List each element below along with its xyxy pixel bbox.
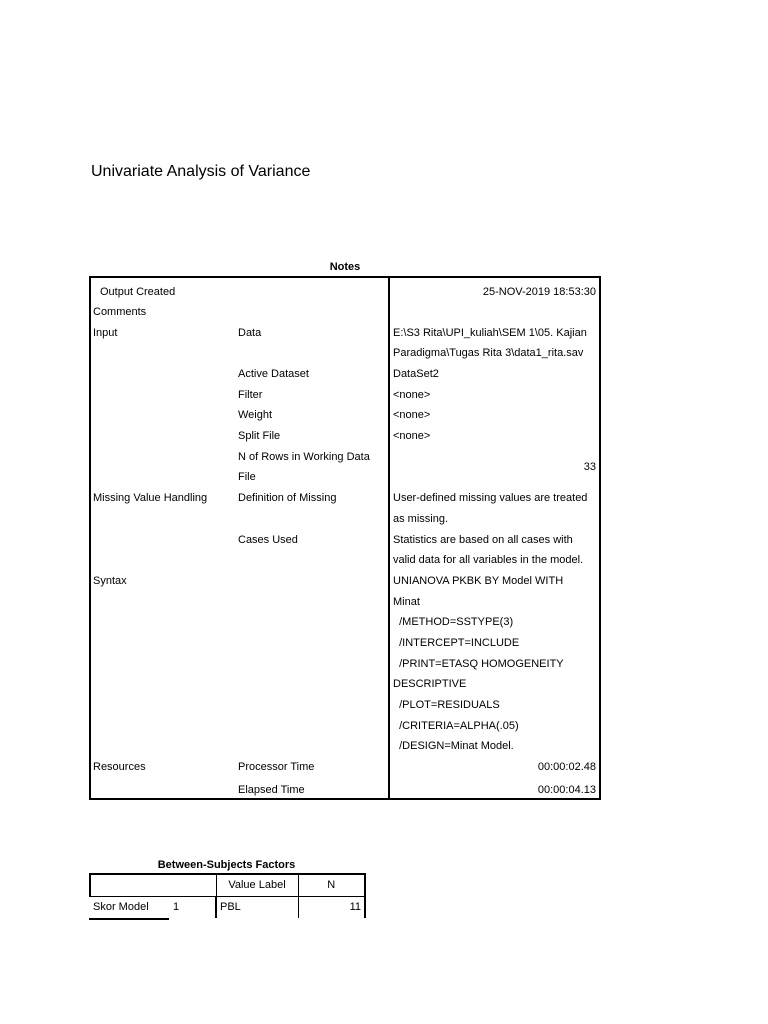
syntax-line: /PLOT=RESIDUALS: [393, 699, 500, 711]
elapsed-time-label: Elapsed Time: [238, 784, 305, 796]
notes-caption: Notes: [329, 261, 361, 273]
weight-value: <none>: [393, 409, 431, 421]
notes-column-divider: [388, 276, 390, 800]
between-subjects-table: [89, 873, 366, 918]
page-title: Univariate Analysis of Variance: [91, 163, 311, 180]
cases-used-label: Cases Used: [238, 534, 298, 546]
syntax-line: /PRINT=ETASQ HOMOGENEITY: [393, 658, 564, 670]
syntax-line: UNIANOVA PKBK BY Model WITH: [393, 575, 564, 587]
comments-label: Comments: [93, 306, 147, 318]
definition-of-missing-value-line2: as missing.: [393, 513, 449, 525]
filter-label: Filter: [238, 389, 263, 401]
active-dataset-label: Active Dataset: [238, 368, 309, 380]
missing-value-handling-label: Missing Value Handling: [93, 492, 208, 504]
syntax-line: Minat: [393, 596, 420, 608]
data-value-line2: Paradigma\Tugas Rita 3\data1_rita.sav: [393, 347, 584, 359]
table-row: [90, 896, 365, 918]
syntax-line: /DESIGN=Minat Model.: [393, 740, 514, 752]
syntax-label: Syntax: [93, 575, 127, 587]
factor-level: 1: [173, 901, 180, 914]
active-dataset-value: DataSet2: [393, 368, 439, 380]
definition-of-missing-label: Definition of Missing: [238, 492, 337, 504]
cases-used-value-line2: valid data for all variables in the model.: [393, 554, 584, 566]
data-value-line1: E:\S3 Rita\UPI_kuliah\SEM 1\05. Kajian: [393, 327, 587, 339]
n-rows-value: 33: [583, 461, 596, 473]
n-rows-label-line2: File: [238, 471, 256, 483]
table-header-row: [90, 874, 365, 896]
syntax-line: /METHOD=SSTYPE(3): [393, 616, 514, 628]
syntax-line: /CRITERIA=ALPHA(.05): [393, 720, 519, 732]
cases-used-value-line1: Statistics are based on all cases with: [393, 534, 573, 546]
between-subjects-caption: Between-Subjects Factors: [157, 859, 296, 871]
processor-time-value: 00:00:02.48: [537, 761, 596, 773]
n-cell: 11: [298, 896, 365, 918]
definition-of-missing-value-line1: User-defined missing values are treated: [393, 492, 588, 504]
split-file-label: Split File: [238, 430, 281, 442]
value-label-cell: PBL: [216, 896, 298, 918]
row-underline: [89, 918, 169, 920]
syntax-line: /INTERCEPT=INCLUDE: [393, 637, 520, 649]
header-value-label: Value Label: [216, 874, 298, 896]
resources-label: Resources: [93, 761, 146, 773]
data-label: Data: [238, 327, 262, 339]
output-created-value: 25-NOV-2019 18:53:30: [482, 286, 596, 298]
syntax-line: DESCRIPTIVE: [393, 678, 467, 690]
elapsed-time-value: 00:00:04.13: [537, 784, 596, 796]
input-label: Input: [93, 327, 118, 339]
header-empty-cell: [90, 874, 170, 896]
header-n: N: [298, 874, 365, 896]
weight-label: Weight: [238, 409, 273, 421]
factor-name: Skor Model: [93, 901, 149, 914]
split-file-value: <none>: [393, 430, 431, 442]
processor-time-label: Processor Time: [238, 761, 315, 773]
filter-value: <none>: [393, 389, 431, 401]
header-empty-cell: [170, 874, 216, 896]
output-created-label: Output Created: [100, 286, 176, 298]
n-rows-label-line1: N of Rows in Working Data: [238, 451, 370, 463]
